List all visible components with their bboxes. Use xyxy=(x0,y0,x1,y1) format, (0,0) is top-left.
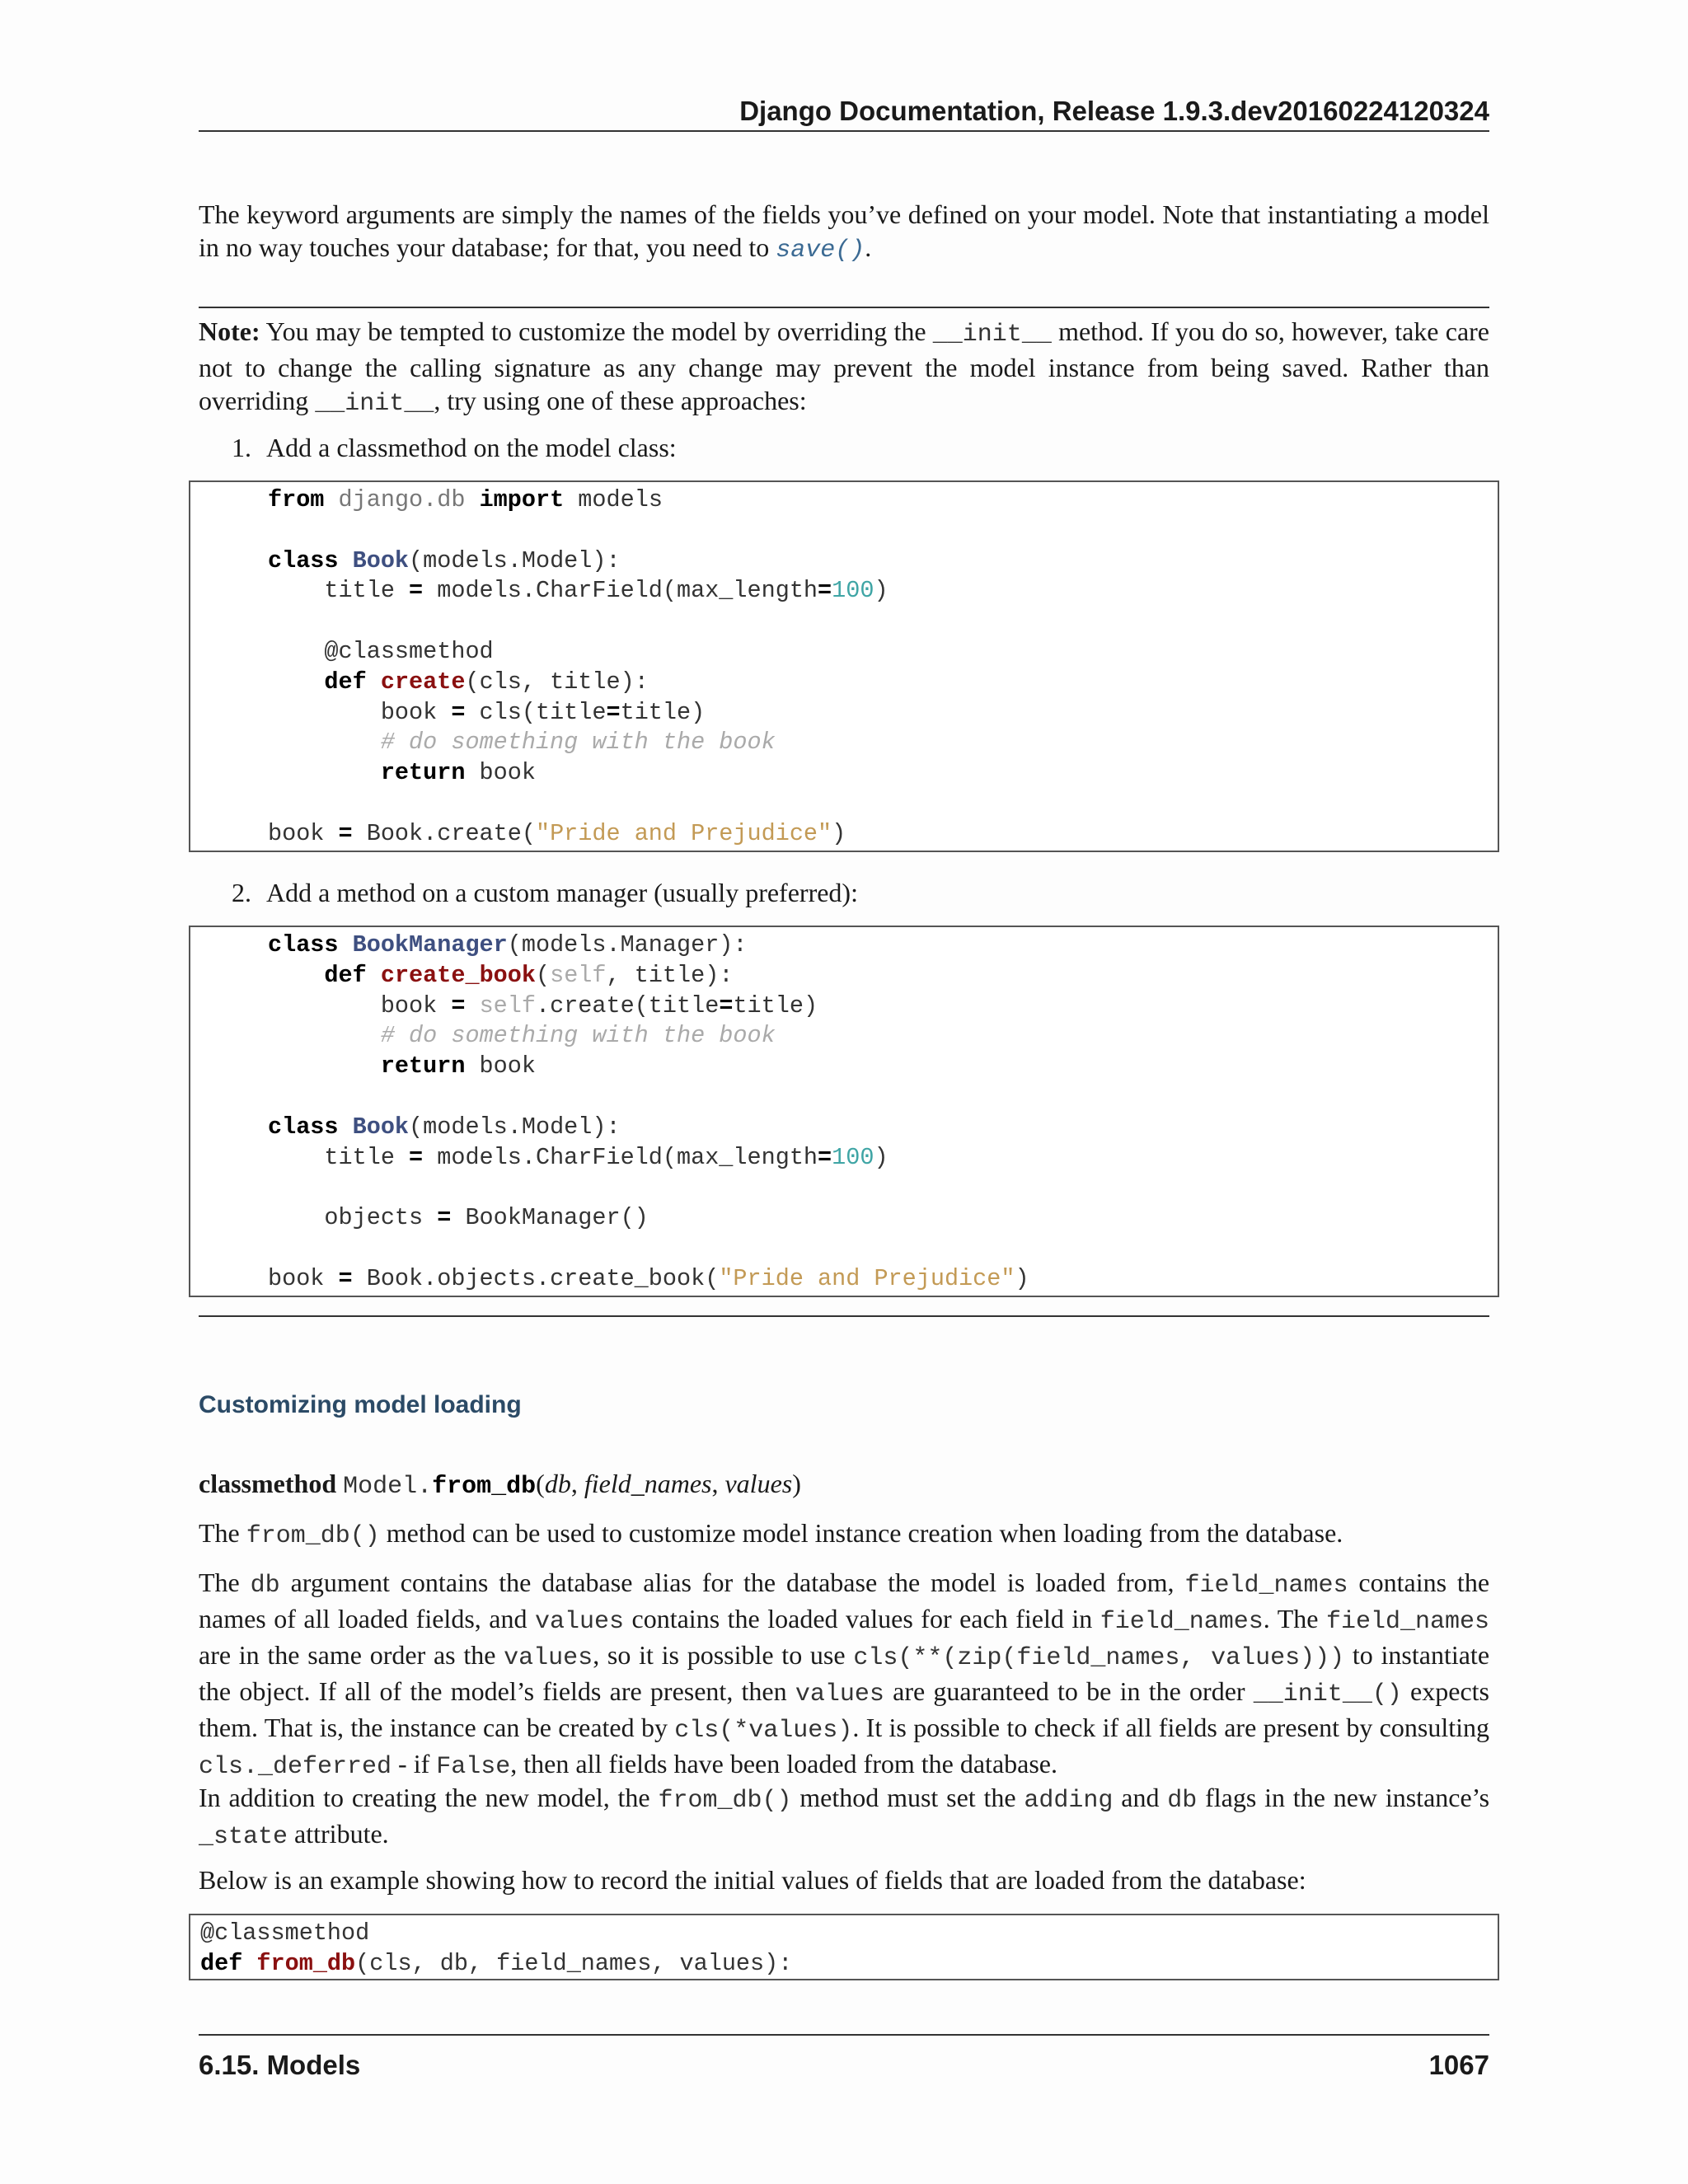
signature-paren-close: ) xyxy=(792,1469,801,1498)
code-line xyxy=(268,485,1498,516)
inline-code: field_names xyxy=(1325,1608,1490,1636)
list-item-number: 1. xyxy=(232,433,251,462)
signature-separator: , xyxy=(711,1469,725,1498)
code-token: from xyxy=(268,486,325,513)
inline-code: _state xyxy=(199,1823,288,1851)
code-token: (models.Manager): xyxy=(507,931,748,958)
paragraph-text: argument contains the database alias for the database the model is loaded from, xyxy=(279,1568,1185,1597)
code-token: # do something with the book xyxy=(380,1022,776,1050)
inline-code: False xyxy=(436,1753,511,1781)
code-line xyxy=(268,668,1498,698)
code-token: ) xyxy=(874,1143,889,1171)
inline-code: __init__() xyxy=(1253,1680,1402,1708)
code-token: models.CharField(max_length xyxy=(423,1143,818,1171)
note-paragraph xyxy=(199,315,1489,420)
note-text-1: You may be tempted to customize the model by overriding the xyxy=(260,316,933,346)
code-token: class xyxy=(268,1113,339,1141)
inline-code: db xyxy=(250,1572,280,1600)
method-signature xyxy=(199,1467,801,1503)
inline-code: values xyxy=(534,1608,625,1636)
code-token: = xyxy=(818,1143,832,1171)
note-text-2: method. If you do so, however, take care not to change the calling signature as any change may prevent the model instance from being saved. Rather than overriding xyxy=(199,316,1490,415)
inline-code: values xyxy=(795,1680,884,1708)
paragraph-text: flags in the new instance’s xyxy=(1197,1783,1490,1812)
signature-arg-db: db xyxy=(544,1469,571,1498)
code-line xyxy=(268,698,1498,729)
code-token xyxy=(367,668,381,696)
paragraph-text: In addition to creating the new model, the xyxy=(199,1783,659,1812)
code-token: title xyxy=(268,577,410,605)
code-line xyxy=(268,789,1498,819)
code-token: = xyxy=(451,991,466,1019)
list-item-number: 2. xyxy=(232,878,251,907)
paragraph-text: The xyxy=(199,1518,246,1548)
document-page xyxy=(199,0,1489,2184)
paragraph-text: contains the loaded values for each field in xyxy=(624,1604,1100,1633)
code-token: ) xyxy=(832,819,846,847)
list-item-text: Add a method on a custom manager (usually preferred): xyxy=(266,878,858,907)
list-item-text: Add a classmethod on the model class: xyxy=(266,433,677,462)
inline-code: cls(**(zip(field_names, values))) xyxy=(853,1644,1345,1672)
signature-keyword: classmethod xyxy=(199,1469,337,1498)
code-token xyxy=(367,962,381,989)
paragraph-text: to instantiate the object. If all of the model’s fields are present, then xyxy=(199,1640,1490,1706)
code-token: self xyxy=(550,961,607,989)
list-item xyxy=(232,876,858,909)
code-line xyxy=(268,1173,1498,1203)
code-token: title) xyxy=(733,991,818,1019)
code-line xyxy=(268,728,1498,758)
inline-code: field_names xyxy=(1100,1608,1264,1636)
code-token: (models.Model): xyxy=(409,1113,621,1141)
code-line xyxy=(268,1113,1498,1143)
code-token: book xyxy=(268,991,452,1019)
note-code-init-2: __init__ xyxy=(315,390,434,418)
code-token: book xyxy=(465,759,536,787)
code-token: @classmethod xyxy=(268,637,494,665)
inline-code: from_db() xyxy=(246,1522,380,1550)
code-line xyxy=(268,576,1498,607)
inline-code: field_names xyxy=(1184,1572,1348,1600)
paragraph-text: are in the same order as the xyxy=(199,1640,504,1670)
code-token: Book.objects.create_book( xyxy=(352,1264,720,1292)
intro-paragraph xyxy=(199,198,1489,267)
code-token: return xyxy=(380,1052,466,1080)
code-token: Book xyxy=(352,546,410,574)
paragraph-adding-flags xyxy=(199,1781,1489,1854)
code-token: = xyxy=(451,698,466,726)
paragraph-text: , then all fields have been loaded from the database. xyxy=(510,1749,1057,1779)
code-line xyxy=(268,1143,1498,1174)
code-block-from-db xyxy=(189,1914,1499,1980)
signature-paren-open: ( xyxy=(536,1469,545,1498)
code-token: self xyxy=(479,991,536,1019)
code-token: models xyxy=(564,486,663,513)
signature-arg-field-names: field_names xyxy=(584,1469,712,1498)
note-text-3: , try using one of these approaches: xyxy=(434,386,807,415)
paragraph-text: . It is possible to check if all fields are present by consulting xyxy=(852,1713,1490,1742)
inline-code: from_db() xyxy=(658,1787,792,1815)
code-token xyxy=(268,962,324,989)
paragraph-text: Below is an example showing how to record the initial values of fields that are loaded from the database: xyxy=(199,1865,1306,1895)
code-block-manager xyxy=(189,926,1499,1297)
code-token: import xyxy=(479,486,565,513)
code-token xyxy=(339,931,353,958)
code-token: (cls, title): xyxy=(465,668,649,696)
note-top-rule xyxy=(199,307,1489,308)
code-line xyxy=(268,991,1498,1022)
paragraph-from-db xyxy=(199,1516,1489,1553)
inline-code: cls._deferred xyxy=(199,1753,392,1781)
code-token: book xyxy=(268,698,452,726)
code-token xyxy=(268,1022,381,1049)
code-line xyxy=(268,516,1498,546)
code-token xyxy=(268,759,381,786)
code-block-classmethod xyxy=(189,480,1499,852)
code-token: = xyxy=(338,819,353,847)
footer-section: 6.15. Models xyxy=(199,2050,361,2080)
code-token: BookManager() xyxy=(451,1204,649,1232)
code-token: = xyxy=(719,991,734,1019)
inline-code: cls(*values) xyxy=(674,1717,853,1745)
code-token: create_book xyxy=(380,961,536,989)
code-token: (models.Model): xyxy=(409,546,621,574)
code-token: ) xyxy=(1015,1264,1029,1292)
code-token: @classmethod xyxy=(200,1919,370,1947)
code-token: = xyxy=(409,577,424,605)
code-token: class xyxy=(268,546,339,574)
signature-class: Model. xyxy=(343,1473,433,1501)
code-token xyxy=(339,547,353,574)
code-token xyxy=(268,668,324,696)
note-code-init-1: __init__ xyxy=(932,321,1052,349)
paragraph-db-argument xyxy=(199,1566,1489,1783)
code-token: create xyxy=(380,668,466,696)
code-token xyxy=(268,729,381,756)
code-token: book xyxy=(465,1052,536,1080)
intro-text: The keyword arguments are simply the names of the fields you’ve defined on your model. Note that instantiating a model in no way touches your database; for that, you need to xyxy=(199,199,1489,262)
paragraph-text: are guaranteed to be in the order xyxy=(884,1676,1254,1706)
code-token xyxy=(268,1052,381,1080)
note-label: Note: xyxy=(199,316,260,346)
code-token: 100 xyxy=(832,1143,874,1171)
code-token: ) xyxy=(874,577,889,605)
code-line xyxy=(268,758,1498,789)
code-token: = xyxy=(437,1204,452,1232)
code-token: Book.create( xyxy=(352,819,536,847)
code-line xyxy=(268,1082,1498,1113)
code-token: title) xyxy=(620,698,706,726)
signature-arg-values: values xyxy=(724,1469,793,1498)
code-line xyxy=(268,546,1498,577)
code-line xyxy=(268,961,1498,991)
paragraph-text: , so it is possible to use xyxy=(593,1640,854,1670)
code-token: title xyxy=(268,1143,410,1171)
code-token: def xyxy=(324,668,367,696)
code-line xyxy=(268,819,1498,850)
code-token: def xyxy=(200,1949,243,1977)
code-token: django.db xyxy=(338,486,466,513)
code-line xyxy=(268,607,1498,637)
code-line xyxy=(268,637,1498,668)
code-token: book xyxy=(268,1264,339,1292)
inline-code: db xyxy=(1167,1787,1198,1815)
code-token: Book xyxy=(352,1113,410,1141)
code-token: (cls, db, field_names, values): xyxy=(355,1949,793,1977)
code-line xyxy=(268,1264,1498,1295)
list-item xyxy=(232,431,677,464)
code-line xyxy=(268,930,1498,961)
code-token: .create(title xyxy=(535,991,720,1019)
paragraph-example-intro xyxy=(199,1863,1489,1896)
code-token: objects xyxy=(268,1204,438,1232)
code-token xyxy=(465,486,479,513)
paragraph-text: method can be used to customize model instance creation when loading from the database. xyxy=(379,1518,1343,1548)
code-line xyxy=(268,1052,1498,1082)
code-token: = xyxy=(338,1264,353,1292)
code-token: "Pride and Prejudice" xyxy=(535,819,832,847)
code-token: 100 xyxy=(832,577,874,605)
code-line xyxy=(268,1021,1498,1052)
code-token: = xyxy=(409,1143,424,1171)
code-token xyxy=(324,486,338,513)
code-token: "Pride and Prejudice" xyxy=(719,1264,1015,1292)
code-line xyxy=(268,1234,1498,1264)
code-token: # do something with the book xyxy=(380,729,776,757)
code-line xyxy=(200,1949,1498,1980)
code-token: return xyxy=(380,759,466,787)
inline-code: values xyxy=(504,1644,593,1672)
page-header: Django Documentation, Release 1.9.3.dev20160224120324 xyxy=(199,92,1489,132)
paragraph-text: attribute. xyxy=(288,1819,389,1849)
paragraph-text: method must set the xyxy=(791,1783,1025,1812)
code-token: models.CharField(max_length xyxy=(423,577,818,605)
section-title: Customizing model loading xyxy=(199,1391,522,1418)
signature-separator: , xyxy=(570,1469,584,1498)
code-token: ( xyxy=(535,961,551,989)
paragraph-text: expects them. That is, the instance can be created by xyxy=(199,1676,1490,1742)
code-token xyxy=(242,1950,256,1977)
paragraph-text: The xyxy=(199,1568,251,1597)
code-line xyxy=(200,1919,1498,1949)
code-token: = xyxy=(818,577,832,605)
signature-function: from_db xyxy=(432,1473,537,1501)
intro-end: . xyxy=(865,232,872,262)
code-token xyxy=(339,1113,353,1141)
inline-code: adding xyxy=(1024,1787,1114,1815)
code-token: = xyxy=(606,698,621,726)
code-token: class xyxy=(268,931,339,958)
footer-page-number: 1067 xyxy=(1428,2050,1489,2080)
code-token: cls(title xyxy=(465,698,607,726)
save-link[interactable]: save() xyxy=(776,237,865,265)
paragraph-text: - if xyxy=(392,1749,437,1779)
code-token: book xyxy=(268,819,339,847)
note-bottom-rule xyxy=(199,1315,1489,1317)
paragraph-text: and xyxy=(1113,1783,1168,1812)
page-footer xyxy=(199,2034,1489,2085)
paragraph-text: . The xyxy=(1263,1604,1326,1633)
code-token: def xyxy=(324,961,367,989)
code-token xyxy=(465,992,479,1019)
code-token: , title): xyxy=(606,961,734,989)
code-line xyxy=(268,1203,1498,1234)
paragraph-text: contains the names of all loaded fields, and xyxy=(199,1568,1490,1633)
code-token: from_db xyxy=(256,1949,356,1977)
code-token: BookManager xyxy=(352,931,508,958)
